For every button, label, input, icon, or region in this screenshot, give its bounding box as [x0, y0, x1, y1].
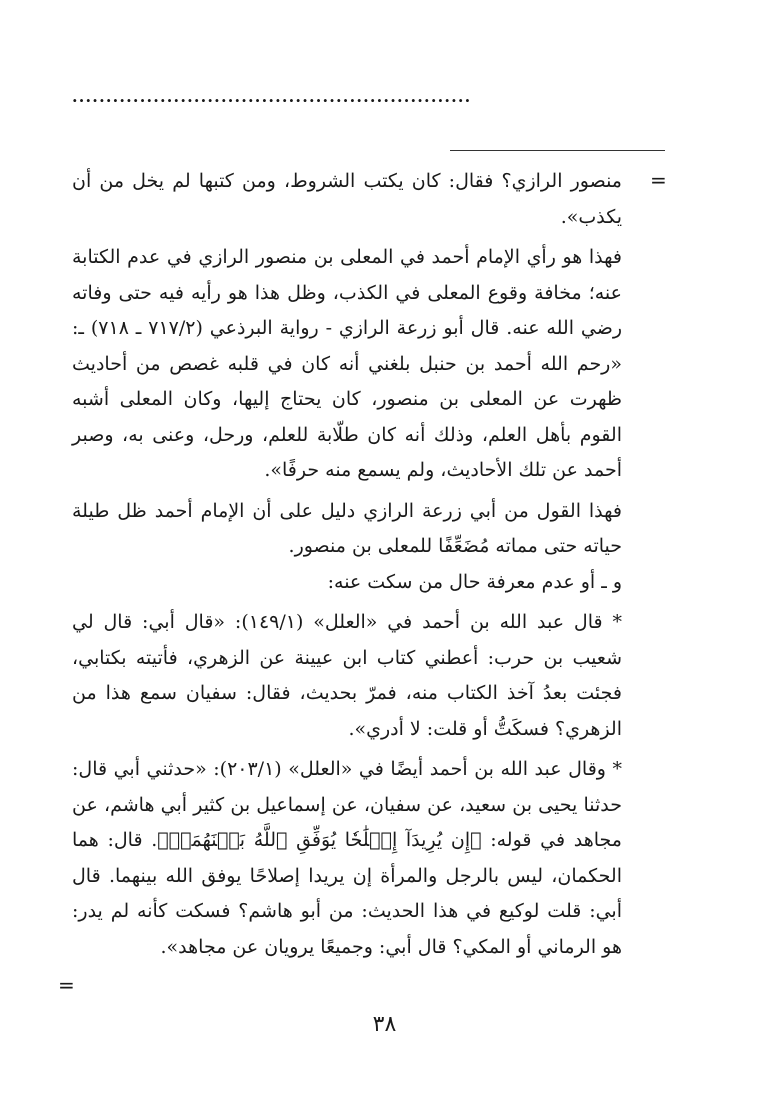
paragraph: فهذا القول من أبي زرعة الرازي دليل على أن الإمام أحمد ظل طيلة حياته حتى مماته مُضَعِّفًا للمعلى بن منصور.	[72, 499, 622, 557]
paragraph: منصور الرازي؟ فقال: كان يكتب الشروط، ومن كتبها لم يخل من أن يكذب».	[72, 170, 622, 228]
main-text	[72, 164, 622, 965]
paragraph: * وقال عبد الله بن أحمد أيضًا في «العلل» (٢٠٣/١): «حدثني أبي قال: حدثنا يحيى بن سعيد، عن سفيان، عن إسماعيل بن كثير أبي هاشم، عن مجاهد في قوله: ﴿إِن يُرِيدَآ إِصۡلَٰحٗا يُوَفِّقِ ٱللَّهُ بَيۡنَهُمَآۗ﴾. قال: هما الحكمان، ليس بالرجل والمرأة إن يريدا إصلاحًا يوفق الله بينهما. قال أبي: قلت لوكيع في هذا الحديث: من أبو هاشم؟ فسكت كأنه لم يدر: هو الرماني أو المكي؟ قال أبي: وجميعًا يرويان عن مجاهد».	[72, 758, 622, 958]
separator-dots: ...........................................................	[72, 91, 472, 103]
paragraph: * قال عبد الله بن أحمد في «العلل» (١٤٩/١): «قال أبي: قال لي شعيب بن حرب: أعطني كتاب ابن عيينة عن الزهري، فأتيته بكتابي، فجئت بعدُ آخذ الكتاب منه، فمرّ بحديث، فقال: سفيان سمع هذا من الزهري؟ فسكَتُّ أو قلت: لا أدري».	[72, 611, 622, 740]
paragraph: فهذا هو رأي الإمام أحمد في المعلى بن منصور الرازي في عدم الكتابة عنه؛ مخافة وقوع المعلى في الكذب، وظل هذا هو رأيه فيه حتى وفاته رضي الله عنه. قال أبو زرعة الرازي - رواية البرذعي (٧١٧/٢ ـ ٧١٨) ـ: «رحم الله أحمد بن حنبل بلغني أنه كان في قلبه غصص من أحاديث ظهرت عن المعلى بن منصور، كان يحتاج إليها، وكان المعلى أشبه القوم بأهل العلم، وذلك أنه كان طلّابة للعلم، ورحل، وعنى به، وصبر أحمد عن تلك الأحاديث، ولم يسمع منه حرفًا».	[72, 246, 623, 481]
section-heading: و ـ أو عدم معرفة حال من سكت عنه:	[327, 570, 622, 593]
page-number: ٣٨	[372, 1012, 397, 1037]
continuation-mark-bottom: =	[58, 973, 75, 997]
continuation-mark-top: =	[650, 168, 667, 192]
footnote-rule	[450, 150, 665, 151]
